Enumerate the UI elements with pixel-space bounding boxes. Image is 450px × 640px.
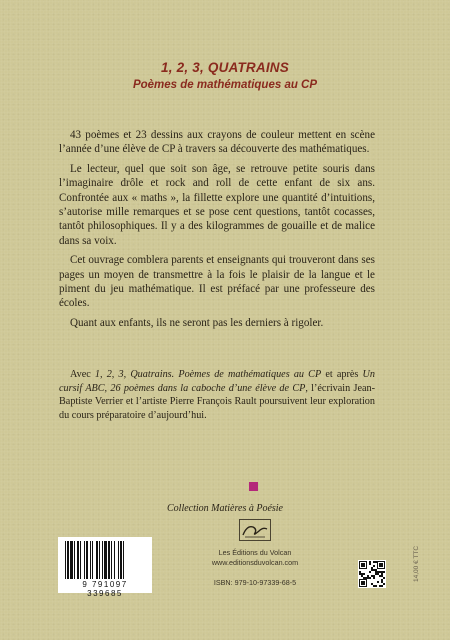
authors-note: [59, 368, 375, 422]
blurb-paragraph-2: Le lecteur, quel que soit son âge, se retrouve petite souris dans l’imaginaire drôle et rock and roll de cette enfant de six ans. Confrontée aux « maths », la fillette explore une quantité d’intuitions, s’autorise mille remarques et se pose cent questions, tantôt cocasses, tantôt philosophiques. Il y a des kilogrammes de gouaille et de malice dans sa voix.: [59, 162, 375, 247]
collection-marker-square: [249, 482, 258, 491]
collection-name: Collection Matières à Poésie: [167, 503, 283, 514]
publisher-logo-icon: [239, 519, 271, 541]
price: 14,00 € TTC: [413, 545, 420, 582]
isbn: ISBN: 979-10-97339-68-5: [213, 578, 297, 587]
blurb-paragraph-4: Quant aux enfants, ils ne seront pas les derniers à rigoler.: [70, 316, 324, 329]
barcode-number: 9 791097 339685: [82, 580, 128, 598]
book-subtitle: Poèmes de mathématiques au CP: [132, 79, 318, 91]
publisher-url: www.editionsduvolcan.com: [211, 558, 299, 567]
barcode: [58, 537, 152, 598]
book-title-1: 1, 2, 3, Quatrains. Poèmes de mathématiques au CP: [94, 369, 322, 380]
authors-note-text-1: Avec: [70, 369, 95, 380]
blurb: [59, 128, 375, 335]
book-title: 1, 2, 3, QUATRAINS: [161, 60, 289, 75]
authors-note-text-3: , l’écrivain Jean-Baptiste Verrier et l’artiste Pierre François Rault poursuivent leur exploration du cours préparatoire d’aujourd’hui.: [59, 382, 375, 421]
publisher-name: Les Éditions du Volcan: [218, 548, 292, 557]
barcode-bars-icon: [63, 541, 147, 579]
book-title-2: Un cursif ABC, 26 poèmes dans la caboche d’une élève de CP: [59, 369, 375, 394]
blurb-paragraph-3: Cet ouvrage comblera parents et enseignants qui trouveront dans ses pages un moyen de transmettre à la fois le plaisir de la langue et le piment du jeu mathématique. Il est préfacé par une professeure des écoles.: [59, 254, 375, 310]
blurb-paragraph-1: 43 poèmes et 23 dessins aux crayons de couleur mettent en scène l’année d’une élève de CP à travers sa découverte des mathématiques.: [59, 129, 375, 156]
authors-note-text-2: et après: [321, 369, 363, 380]
qr-code-icon: [358, 560, 386, 588]
